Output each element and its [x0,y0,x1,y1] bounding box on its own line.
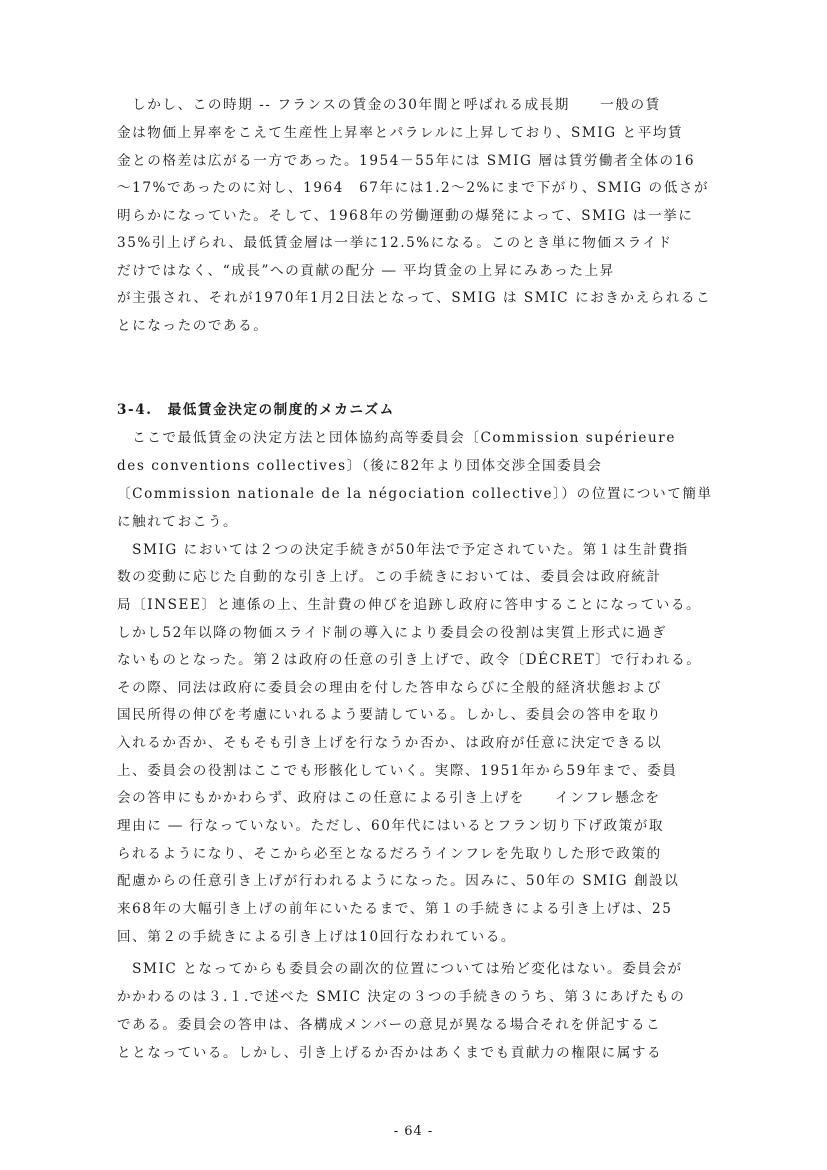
text-line: しかし52年以降の物価スライド制の導入により委員会の役割は実質上形式に過ぎ [117,625,668,641]
text-line: ととなっている。しかし、引き上げるか否かはあくまでも貢献力の権限に属する [117,1045,663,1061]
text-line: である。委員会の答申は、各構成メンバーの意見が異なる場合それを併記するこ [117,1017,662,1033]
text-line: その際、同法は政府に委員会の理由を付した答申ならびに全般的経済状態および [117,680,663,696]
text-line: られるようになり、そこから必至となるだろうインフレを先取りした形で政策的 [117,846,662,862]
text-line: 金との格差は広がる一方であった。1954－55年には SMIG 層は賃労働者全体の16 [117,153,696,169]
text-line: 局〔INSEE〕と連係の上、生計費の伸びを追跡し政府に答申することになっている。 [117,597,702,613]
text-line: des conventions collectives〕（後に82年より団体交渉全国委員会 [117,458,603,474]
text-line: しかし、この時期 -- フランスの賃金の30年間と呼ばれる成長期 一般の賃 [117,97,661,113]
text-line: ～17%であったのに対し、1964 67年には1.2～2%にまで下がり、SMIG の低さが [117,180,710,196]
text-line: 国民所得の伸びを考慮にいれるよう要請している。しかし、委員会の答申を取り [117,707,663,723]
text-line: が主張され、それが1970年1月2日法となって、SMIG は SMIC におきかえられるこ [117,290,712,306]
text-line: 理由に ― 行なっていない。ただし、60年代にはいるとフラン切り下げ政策が取 [117,818,665,834]
text-line: 35%引上げられ、最低賃金層は一挙に12.5%になる。このとき単に物価スライド [117,235,673,251]
text-line: SMIC となってからも委員会の副次的位置については殆ど変化はない。委員会が [117,961,683,977]
text-line: 会の答申にもかかわらず、政府はこの任意による引き上げを インフレ懸念を [117,790,661,806]
text-line: 配慮からの任意引き上げが行われるようになった。因みに、50年の SMIG 創設以 [117,873,680,889]
text-line: SMIG においては２つの決定手続きが50年法で予定されていた。第１は生計費指 [117,542,689,558]
text-line: かかわるのは３.１.で述べた SMIC 決定の３つの手続きのうち、第３にあげたもの [117,989,686,1005]
text-line: だけではなく、“成長”への貢献の配分 ― 平均賃金の上昇にみあった上昇 [117,263,615,279]
text-line: ないものとなった。第２は政府の任意の引き上げで、政令〔DÉCRET〕で行われる。 [117,652,702,668]
section-heading: 3-4. 最低賃金決定の制度的メカニズム [117,402,395,418]
text-line: 回、第２の手続きによる引き上げは10回行なわれている。 [117,929,516,945]
text-line: 上、委員会の役割はここでも形骸化していく。実際、1951年から59年まで、委員 [117,763,678,779]
text-line: 明らかになっていた。そして、1968年の労働運動の爆発によって、SMIG は一挙に [117,208,694,224]
page-number: - 64 - [393,1124,434,1139]
text-line: に触れておこう。 [117,514,239,530]
text-line: 数の変動に応じた自動的な引き上げ。この手続きにおいては、委員会は政府統計 [117,569,662,585]
text-line: 来68年の大幅引き上げの前年にいたるまで、第１の手続きによる引き上げは、25 [117,901,673,917]
text-line: 金は物価上昇率をこえて生産性上昇率とパラレルに上昇しており、SMIG と平均賃 [117,125,684,141]
text-line: 〔Commission nationale de la négociation collective〕）の位置について簡単 [117,486,713,502]
text-line: とになったのである。 [117,318,269,334]
text-line: ここで最低賃金の決定方法と団体協約高等委員会〔Commission supérieure [117,430,676,446]
text-line: 入れるか否か、そもそも引き上げを行なうか否か、は政府が任意に決定できる以 [117,735,663,751]
